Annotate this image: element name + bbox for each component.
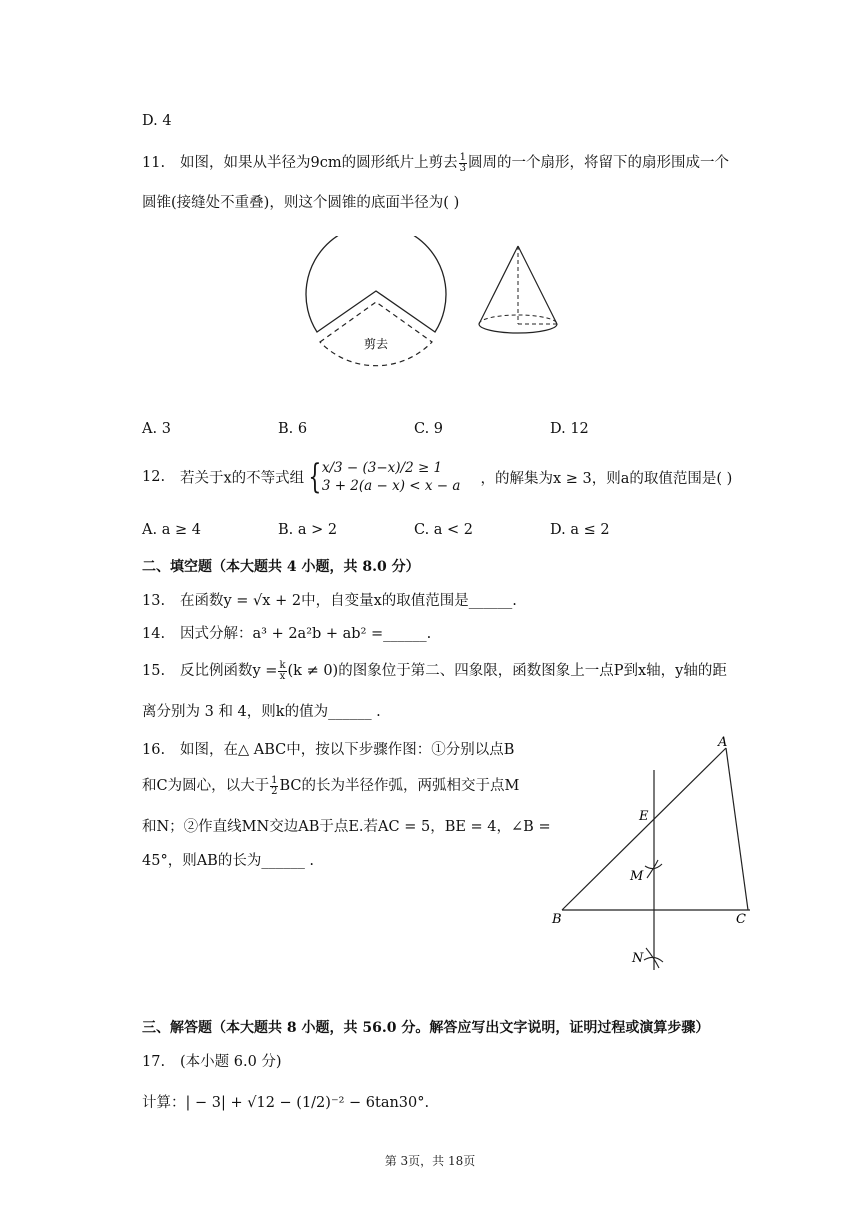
page-footer: 第 3页，共 18页 [384,1154,476,1168]
fraction: $\frac{k}{x}$ [279,659,286,682]
question-text: 因式分解：a³ + 2a²b + ab² =______. [180,626,432,642]
inequality-row-1: x/3 − (3−x)/2 ≥ 1 [321,460,443,476]
cut-label: 剪去 [364,337,389,351]
point-label-m: M [630,869,644,884]
question-text: 如图，在△ ABC中，按以下步骤作图：①分别以点B [180,742,515,758]
question-number: 13. [142,593,166,609]
question-header: (本小题 6.0 分) [180,1054,282,1070]
question-12 [142,459,732,495]
question-16-line4: 45°，则AB的长为______ . [142,853,315,869]
point-label-n: N [632,951,644,966]
question-text: 如图，如果从半径为9cm的圆形纸片上剪去 [180,155,458,171]
question-15-line2: 离分别为 3 和 4，则k的值为______ . [142,704,381,720]
sector-cone-figure [296,236,566,382]
question-14 [142,622,431,643]
question-11-line1 [142,151,729,174]
prev-option-d: D. 4 [142,113,172,129]
option-b: B. 6 [278,421,308,437]
question-text: 若关于x的不等式组 [180,470,305,487]
question-13 [142,589,517,610]
question-text: ，的解集为x ≥ 3，则a的取值范围是( ) [480,470,733,487]
question-number: 16. [142,742,166,758]
question-number: 15. [142,663,166,679]
question-text: (k ≠ 0)的图象位于第二、四象限，函数图象上一点P到x轴，y轴的距 [287,663,727,679]
question-text: 反比例函数y = [180,663,278,679]
fraction: $\frac{1}{2}$ [271,774,278,797]
option-a: A. 3 [142,421,171,437]
question-15-line1 [142,659,727,682]
vertex-label-a: A [718,735,728,750]
fraction: $\frac{1}{3}$ [459,151,466,174]
point-label-e: E [639,809,649,824]
question-number: 11. [142,155,166,171]
question-text: 在函数y = √x + 2中，自变量x的取值范围是______. [180,593,517,609]
question-text: 圆周的一个扇形，将留下的扇形围成一个 [467,155,729,171]
option-b: B. a > 2 [278,522,338,538]
question-number: 14. [142,626,166,642]
question-17-text: 计算：| − 3| + √12 − (1/2)⁻² − 6tan30°. [142,1095,430,1111]
vertex-label-b: B [552,912,562,927]
option-c: C. a < 2 [414,522,474,538]
inequality-system: { x/3 − (3−x)/2 ≥ 1 3 + 2(a − x) < x − a [308,457,461,497]
option-c: C. 9 [414,421,444,437]
option-d: D. a ≤ 2 [550,522,610,538]
question-17-header [142,1050,282,1071]
question-number: 12. [142,469,166,485]
section-heading-fill-in: 二、填空题（本大题共 4 小题，共 8.0 分） [142,559,420,575]
option-a: A. a ≥ 4 [142,522,201,538]
triangle-figure [540,730,770,980]
question-16-line2: 和C为圆心，以大于 $\frac{1}{2}$ BC的长为半径作弧，两弧相交于点M [142,774,520,797]
vertex-label-c: C [736,912,746,927]
question-16-line3: 和N；②作直线MN交边AB于点E.若AC = 5，BE = 4，∠B = [142,819,551,835]
option-d: D. 12 [550,421,589,437]
question-11-line2: 圆锥(接缝处不重叠)，则这个圆锥的底面半径为( ) [142,195,460,211]
question-number: 17. [142,1054,166,1070]
inequality-row-2: 3 + 2(a − x) < x − a [321,478,461,494]
section-heading-solve: 三、解答题（本大题共 8 小题，共 56.0 分。解答应写出文字说明，证明过程或演算步骤） [142,1020,710,1036]
question-16-line1 [142,738,514,759]
